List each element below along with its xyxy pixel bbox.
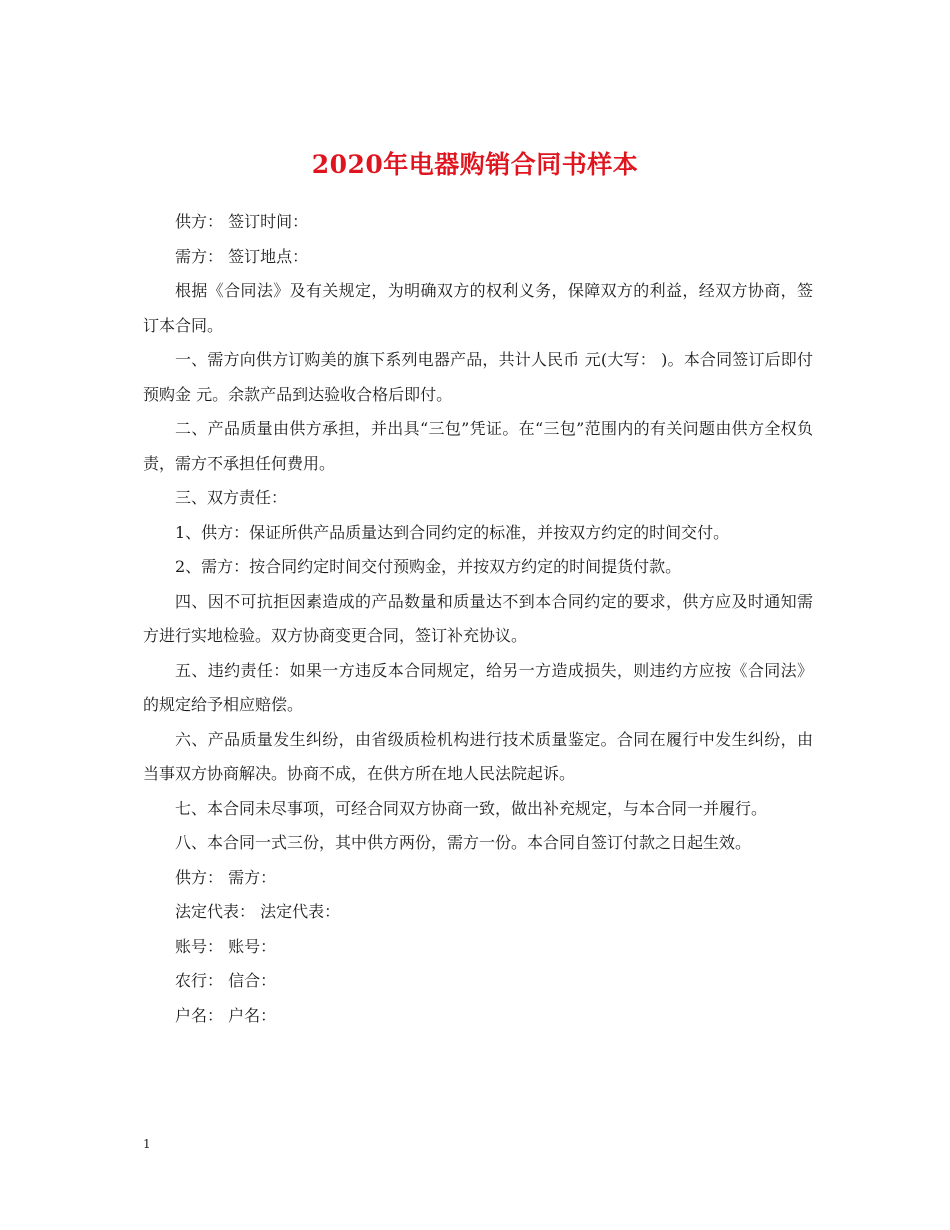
- document-title: 2020年电器购销合同书样本: [311, 149, 639, 179]
- signature-account-names: 户名： 户名：: [175, 1005, 277, 1025]
- paragraph-supplier-signing-time: 供方： 签订时间：: [175, 212, 309, 231]
- paragraph-clause-1: 一、需方向供方订购美的旗下系列电器产品，共计人民币 元(大写： )。本合同签订后即付预购金 元。余款产品到达验收合格后即付。: [143, 350, 813, 404]
- signature-banks: 农行： 信合：: [175, 971, 277, 990]
- paragraph-buyer-signing-place: 需方： 签订地点：: [175, 246, 309, 266]
- page-number: 1: [143, 1137, 151, 1151]
- paragraph-clause-3-item-2: 2、需方：按合同约定时间交付预购金，并按双方约定的时间提货付款。: [175, 557, 682, 576]
- paragraph-clause-4: 四、因不可抗拒因素造成的产品数量和质量达不到本合同约定的要求，供方应及时通知需方进行实地检验。双方协商变更合同，签订补充协议。: [143, 591, 813, 645]
- paragraph-clause-3-heading: 三、双方责任：: [175, 488, 288, 507]
- signature-parties: 供方： 需方：: [175, 867, 277, 887]
- signature-legal-representatives: 法定代表： 法定代表：: [175, 902, 341, 921]
- paragraph-clause-6: 六、产品质量发生纠纷，由省级质检机构进行技术质量鉴定。合同在履行中发生纠纷，由当事双方协商解决。协商不成，在供方所在地人民法院起诉。: [143, 729, 813, 783]
- paragraph-clause-3-item-1: 1、供方：保证所供产品质量达到合同约定的标准，并按双方约定的时间交付。: [175, 522, 730, 542]
- document-body: [143, 205, 813, 1033]
- paragraph-clause-2: 二、产品质量由供方承担，并出具“三包”凭证。在“三包”范围内的有关问题由供方全权负责，需方不承担任何费用。: [143, 419, 813, 473]
- paragraph-clause-8: 八、本合同一式三份，其中供方两份，需方一份。本合同自签订付款之日起生效。: [175, 833, 752, 852]
- signature-account-numbers: 账号： 账号：: [175, 936, 277, 956]
- paragraph-preamble: 根据《合同法》及有关规定，为明确双方的权利义务，保障双方的利益，经双方协商，签订本合同。: [143, 281, 813, 335]
- paragraph-clause-5: 五、违约责任：如果一方违反本合同规定，给另一方造成损失，则违约方应按《合同法》的规定给予相应赔偿。: [143, 660, 813, 714]
- paragraph-clause-7: 七、本合同未尽事项，可经合同双方协商一致，做出补充规定，与本合同一并履行。: [175, 798, 768, 818]
